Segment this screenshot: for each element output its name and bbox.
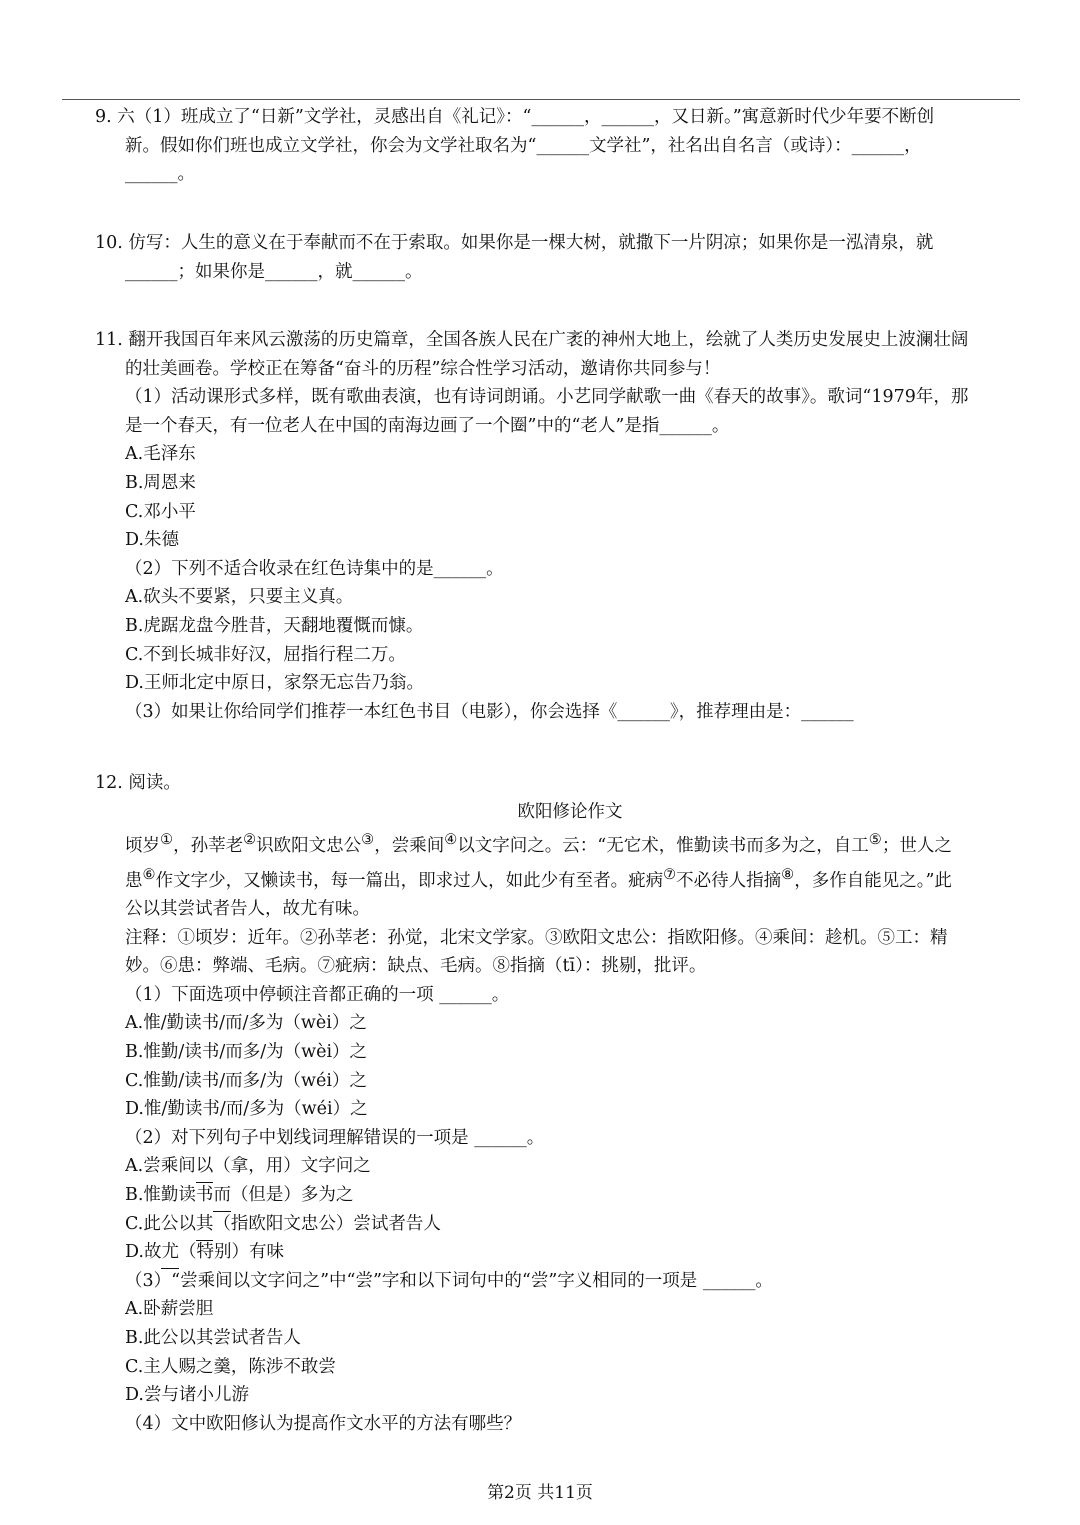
footnote-mark: ⑥ (142, 865, 156, 883)
passage-text: ，尝乘间 (374, 836, 445, 857)
q12-p1-option-c: C.惟勤/读书/而多/为（wéi）之 (125, 1070, 367, 1091)
q9-line: ______。 (125, 164, 195, 185)
q12-p3-option-a: A.卧薪尝胆 (125, 1299, 214, 1320)
passage-text: 不必待人指摘 (676, 870, 782, 891)
q11-p2-option-b: B.虎踞龙盘今胜昔，天翻地覆慨而慷。 (125, 615, 424, 636)
footnote-mark: ⑦ (663, 865, 677, 883)
passage-text: 识欧阳文忠公 (256, 836, 362, 857)
q12-part3: （3）“尝乘间以文字问之”中“尝”字和以下词句中的“尝”字义相同的一项是 ______。 (125, 1270, 773, 1291)
passage-text: 以文字问之。云：“无它术，惟勤读书而多为之，自工 (457, 836, 869, 857)
option-text: （指欧阳文忠公）尝试者告人 (213, 1213, 441, 1234)
footnote-mark: ⑤ (868, 831, 882, 849)
question-12 (95, 769, 1045, 1438)
q11-p1-option-b: B.周恩来 (125, 472, 196, 493)
q12-p1-option-d: D.惟/勤读书/而/多为（wéi）之 (125, 1099, 368, 1120)
q9-line: 9. 六（1）班成立了“日新”文学社，灵感出自《礼记》：“______，______，又日新。”寓意新时代少年要不断创 (95, 107, 935, 127)
question-10 (95, 229, 1045, 286)
option-text: （拿，用）文字问之 (213, 1156, 371, 1177)
page-footer: 第2页 共11页 (487, 1483, 593, 1503)
passage-text: ；世人之 (881, 836, 952, 857)
passage-line (95, 826, 1045, 860)
option-text: A.尝乘间 (125, 1156, 196, 1177)
underlined-word: 而 (213, 1184, 231, 1205)
q11-line: 的壮美画卷。学校正在筹备“奋斗的历程”综合性学习活动，邀请你共同参与！ (125, 358, 721, 379)
passage-text: ，多作自能见之。”此 (794, 870, 952, 891)
passage-line (95, 861, 1045, 895)
q12-part2: （2）对下列句子中划线词理解错误的一项是 ______。 (125, 1127, 545, 1148)
q11-p1-option-a: A.毛泽东 (125, 444, 196, 465)
passage-text: 顷岁 (125, 836, 160, 857)
q11-p2-option-c: C.不到长城非好汉，屈指行程二万。 (125, 644, 406, 665)
option-text: （特别）有味 (178, 1242, 284, 1263)
q11-part1: （1）活动课形式多样，既有歌曲表演，也有诗词朗诵。小艺同学献歌一曲《春天的故事》。歌词“1979年，那 (125, 387, 969, 408)
question-9 (95, 103, 1045, 189)
header-rule (62, 99, 1020, 100)
passage-text: ，孙莘老 (173, 836, 244, 857)
option-text: C.此公以 (125, 1213, 196, 1234)
q12-p2-option-b (95, 1181, 1045, 1210)
option-text: （但是）多为之 (230, 1184, 354, 1205)
footnote-mark: ② (243, 831, 257, 849)
q12-p3-option-b: B.此公以其尝试者告人 (125, 1327, 301, 1348)
q11-part2: （2）下列不适合收录在红色诗集中的是______。 (125, 558, 504, 579)
passage-text: 作文字少，又懒读书，每一篇出，即求过人，如此少有至者。疵病 (155, 870, 664, 891)
passage-text: 患 (125, 870, 143, 891)
q12-head: 12. 阅读。 (95, 773, 181, 793)
q11-part1: 是一个春天，有一位老人在中国的南海边画了一个圈”中的“老人”是指______。 (125, 415, 730, 436)
passage-title: 欧阳修论作文 (517, 801, 623, 822)
q10-line: 10. 仿写：人生的意义在于奉献而不在于索取。如果你是一棵大树，就撒下一片阴凉；如果你是一泓清泉，就 (95, 233, 934, 253)
q12-p3-option-d: D.尝与诸小儿游 (125, 1385, 249, 1406)
q11-part3: （3）如果让你给同学们推荐一本红色书目（电影），你会选择《______》，推荐理由是：______ (125, 701, 854, 722)
question-11 (95, 326, 1045, 726)
footnote-mark: ⑧ (781, 865, 795, 883)
option-text: D.故 (125, 1242, 162, 1263)
underlined-word: 尤 (161, 1242, 179, 1263)
footnote-mark: ③ (361, 831, 375, 849)
q11-p2-option-a: A.砍头不要紧，只要主义真。 (125, 587, 354, 608)
q12-p2-option-a (95, 1152, 1045, 1181)
notes-line: 注释：①顷岁：近年。②孙莘老：孙觉，北宋文学家。③欧阳文忠公：指欧阳修。④乘间：趁机。⑤工：精 (125, 927, 948, 948)
q12-part1: （1）下面选项中停顿注音都正确的一项 ______。 (125, 984, 510, 1005)
q11-p2-option-d: D.王师北定中原日，家祭无忘告乃翁。 (125, 673, 424, 694)
q12-p2-option-d (95, 1238, 1045, 1267)
q12-part4: （4）文中欧阳修认为提高作文水平的方法有哪些？ (125, 1413, 522, 1434)
q9-line: 新。假如你们班也成立文学社，你会为文学社取名为“______文学社”，社名出自名言（或诗）：______， (125, 135, 922, 156)
q12-p3-option-c: C.主人赐之羹，陈涉不敢尝 (125, 1356, 336, 1377)
q11-p1-option-c: C.邓小平 (125, 501, 196, 522)
underlined-word: 其 (195, 1213, 214, 1234)
q11-line: 11. 翻开我国百年来风云激荡的历史篇章，全国各族人民在广袤的神州大地上，绘就了人类历史发展史上波澜壮阔 (95, 330, 969, 350)
q12-p1-option-b: B.惟勤/读书/而多/为（wèi）之 (125, 1042, 368, 1062)
footnote-mark: ① (160, 831, 174, 849)
underlined-word: 以 (195, 1156, 214, 1177)
passage-line: 公以其尝试者告人，故尤有味。 (125, 899, 370, 920)
q12-p2-option-c (95, 1210, 1045, 1239)
footnote-mark: ④ (444, 831, 458, 849)
option-text: B.惟勤读书 (125, 1184, 214, 1205)
q11-p1-option-d: D.朱德 (125, 530, 179, 551)
q10-line: ______；如果你是______，就______。 (125, 261, 423, 282)
q12-p1-option-a: A.惟/勤读书/而/多为（wèi）之 (125, 1013, 367, 1034)
notes-line: 妙。⑥患：弊端、毛病。⑦疵病：缺点、毛病。⑧指摘（tī）：挑剔，批评。 (125, 956, 707, 977)
